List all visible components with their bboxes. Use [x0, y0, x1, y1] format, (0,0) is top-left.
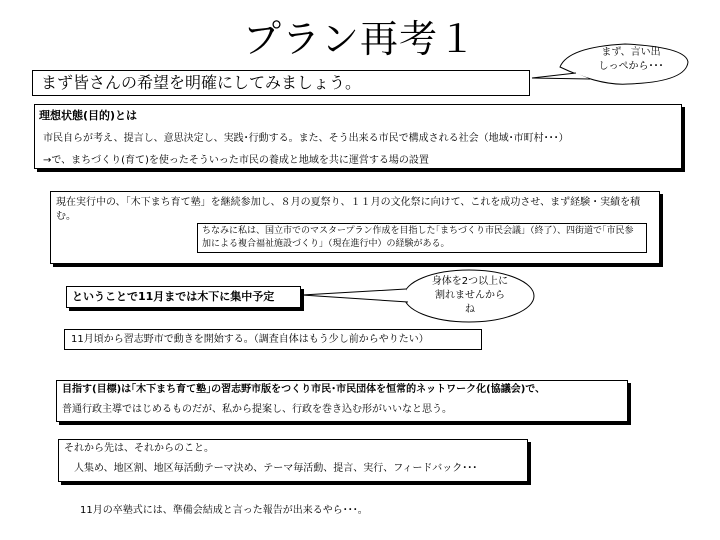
after-line-2: 人集め、地区割、地区毎活動テーマ決め、テーマ毎活動、提言、実行、フィードバック･･･	[74, 463, 478, 474]
goal-box	[56, 380, 628, 422]
callout-top-text: まず、言い出 しっぺから･･･	[598, 47, 664, 72]
start-box	[64, 329, 482, 350]
ideal-line-2: →で、まちづくり(育て)を使ったそういった市民の養成と地域を共に運営する場の設置	[43, 155, 429, 166]
heading-text: まず皆さんの希望を明確にしてみましょう。	[41, 73, 362, 92]
note-text: ちなみに私は、国立市でのマスタープラン作成を目指した｢まちづくり市民会議｣（終了）、四街道で｢市民参加による複合福祉施設づくり｣（現在進行中）の経験がある。	[202, 226, 634, 249]
after-box	[58, 439, 528, 482]
goal-line-2: 普通行政主導ではじめるものだが、私から提案し、行政を巻き込む形がいいなと思う。	[62, 404, 452, 415]
callout-mid-text: 身体を2つ以上に 割れませんから ね	[431, 276, 509, 315]
ideal-box	[34, 104, 682, 169]
plan-text: ということで11月までは木下に集中予定	[72, 290, 275, 303]
heading-box	[32, 70, 530, 96]
start-text: 11月頃から習志野市で動きを開始する。（調査自体はもう少し前からやりたい）	[71, 334, 429, 345]
page-title: プラン再考１	[242, 17, 477, 61]
footer-text: 11月の卒塾式には、準備会結成と言った報告が出来るやら･･･。	[80, 505, 368, 516]
current-text: 現在実行中の、「木下まち育て塾」を継続参加し、８月の夏祭り、１１月の文化祭に向けて、これを成功させ、まず経験・実績を積む。	[56, 197, 641, 222]
goal-line-1: 目指す(目標)は｢木下まち育て塾｣の習志野市版をつくり市民･市民団体を恒常的ネットワーク化(協議会)で、	[62, 384, 546, 395]
ideal-line-1: 市民自らが考え、提言し、意思決定し、実践･行動する。また、そう出来る市民で構成される社会（地域･市町村･･･）	[43, 133, 569, 144]
plan-box	[66, 286, 301, 308]
note-box	[197, 223, 647, 253]
ideal-title: 理想状態(目的)とは	[39, 109, 138, 122]
callout-mid-tail	[302, 289, 408, 302]
after-line-1: それから先は、それからのこと。	[64, 443, 214, 454]
